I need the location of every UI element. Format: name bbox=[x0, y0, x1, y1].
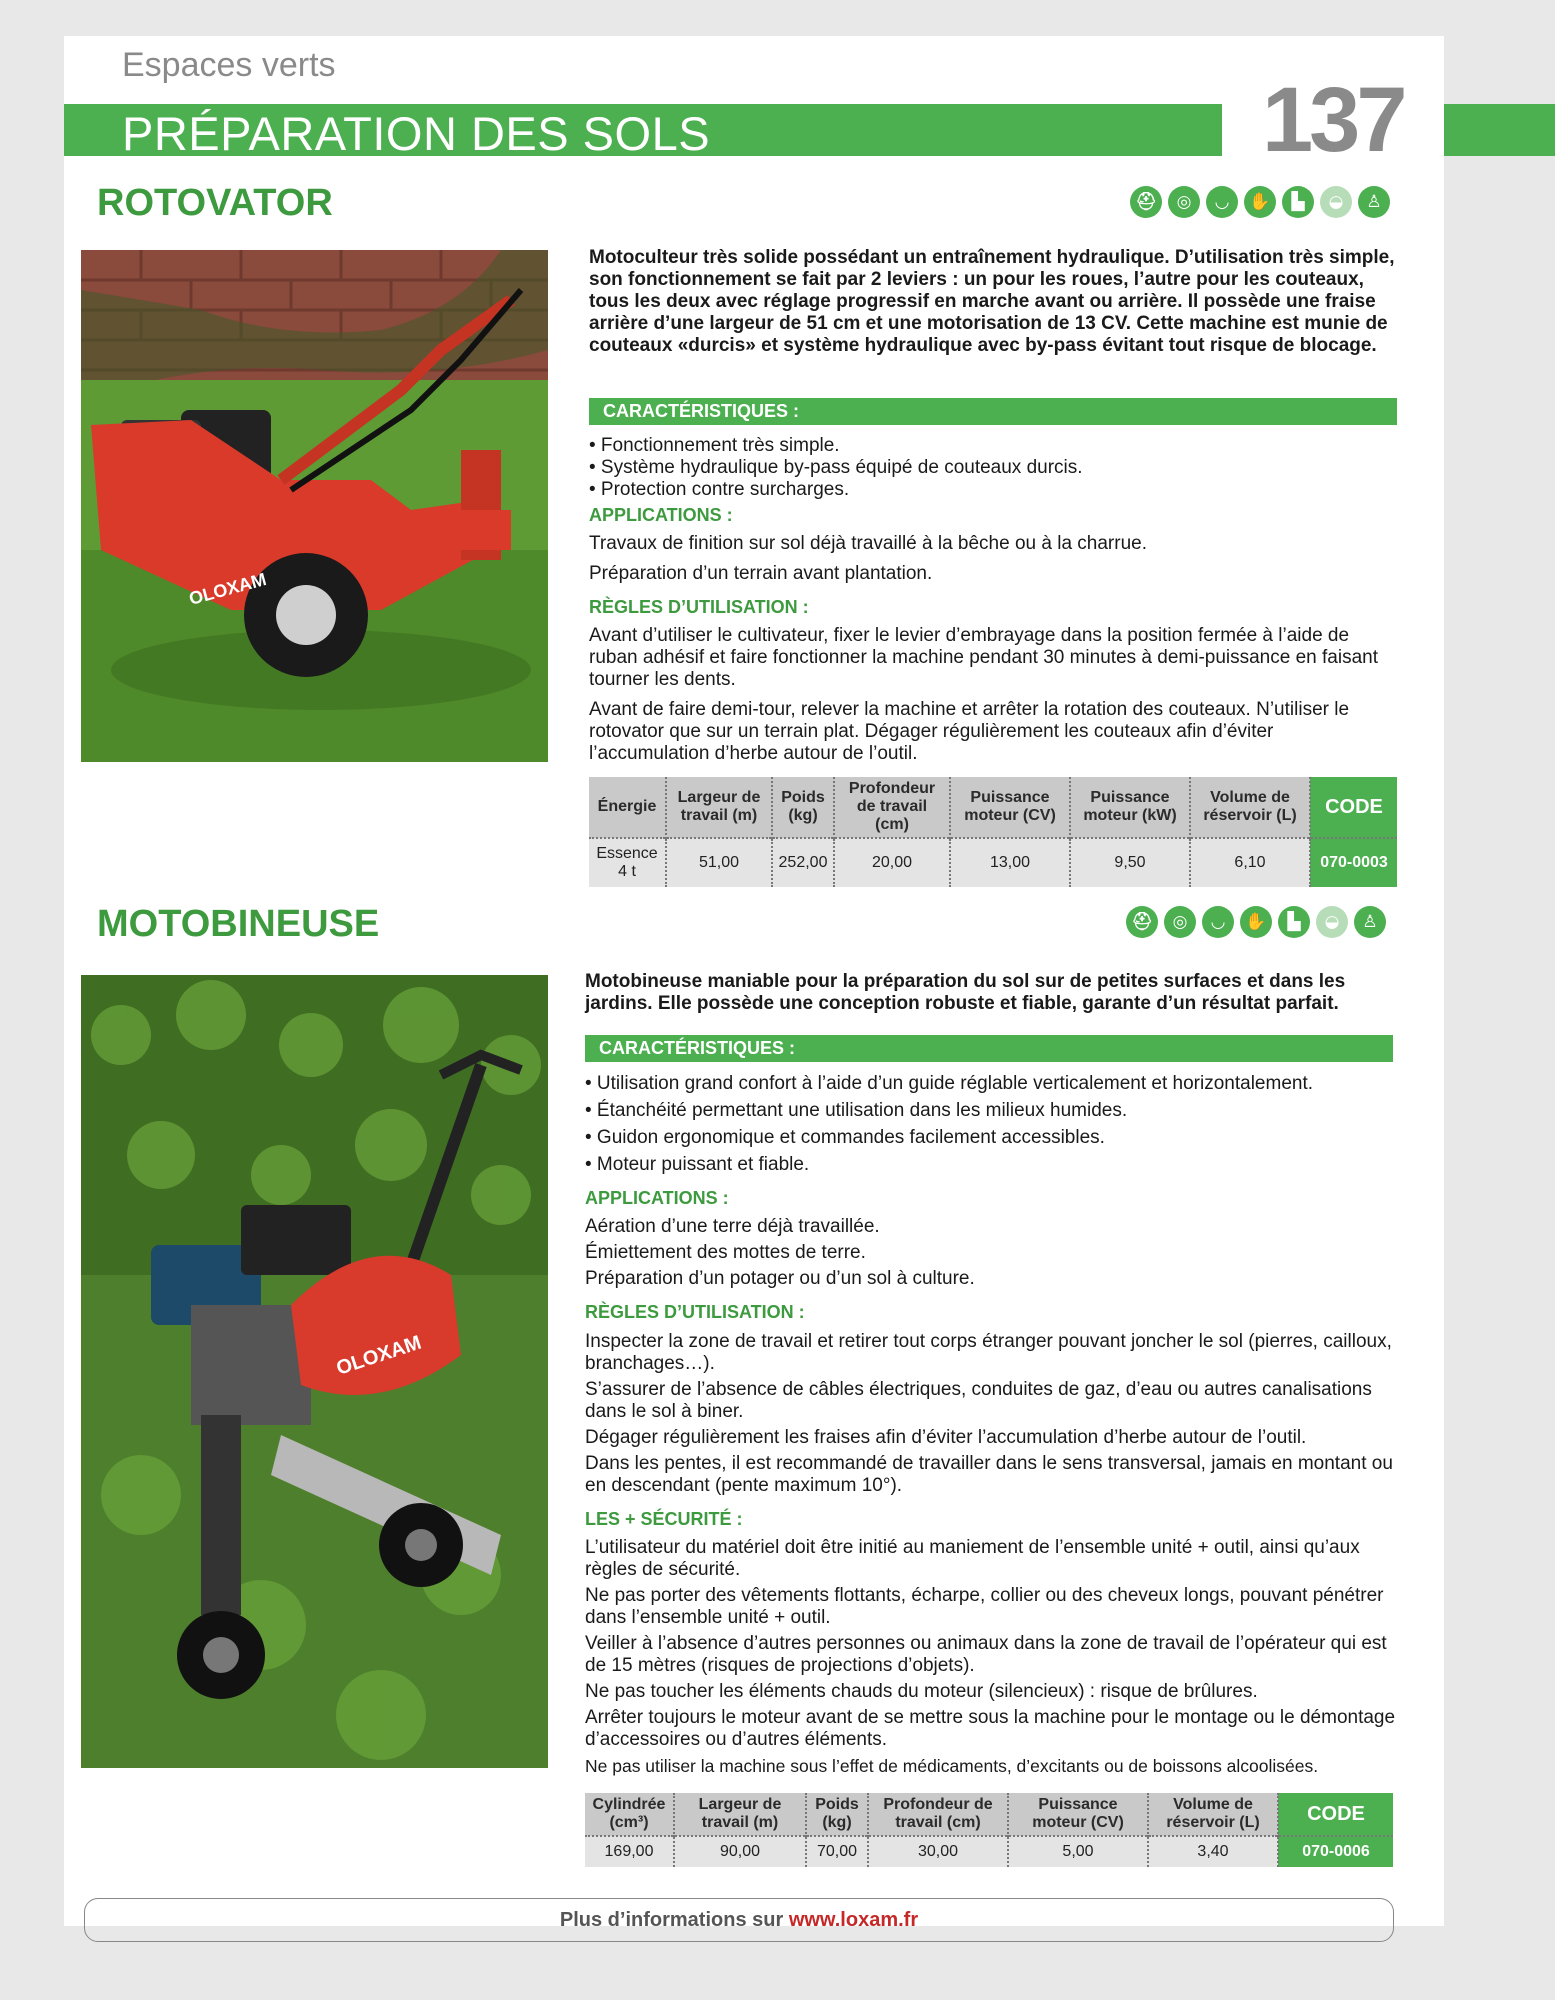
table-row bbox=[585, 1836, 1393, 1867]
cell-volume: 6,10 bbox=[1190, 838, 1310, 887]
motobineuse-spec-table bbox=[585, 1793, 1393, 1867]
cell-largeur: 51,00 bbox=[666, 838, 772, 887]
list-item: • Moteur puissant et fiable. bbox=[585, 1154, 810, 1175]
motobineuse-applications-list bbox=[585, 1216, 1397, 1290]
footer-text: Plus d’informations sur bbox=[559, 1909, 789, 1931]
list-item: L’utilisateur du matériel doit être initié au maniement de l’ensemble unité + outil, ainsi qu’aux règles de sécurité. bbox=[585, 1537, 1360, 1580]
col-header: Largeur de travail (m) bbox=[666, 777, 772, 838]
rotovator-caracteristiques-list bbox=[589, 435, 1397, 501]
table-header-row bbox=[585, 1793, 1393, 1836]
rotovator-applications-list bbox=[589, 533, 1397, 585]
section-label: Espaces verts bbox=[122, 46, 336, 84]
ear-protection-icon: ◎ bbox=[1164, 906, 1196, 938]
motobineuse-regles-heading: RÈGLES D’UTILISATION : bbox=[585, 1302, 805, 1322]
helmet-icon: ⛑ bbox=[1126, 906, 1158, 938]
gloves-icon: ✋ bbox=[1244, 186, 1276, 218]
footer-link[interactable]: www.loxam.fr bbox=[788, 1909, 919, 1931]
list-item: Avant d’utiliser le cultivateur, fixer le levier d’embrayage dans la position fermée à l’aide de ruban adhésif et faire fonctionner la machine pendant 30 minutes à demi-puissance en faisant tourner les dents. bbox=[589, 625, 1378, 690]
mask-icon: ◒ bbox=[1316, 906, 1348, 938]
col-header: Profondeur de travail (cm) bbox=[834, 777, 950, 838]
motobineuse-securite-list bbox=[585, 1537, 1397, 1777]
safety-icons-rotovator bbox=[1130, 186, 1390, 218]
col-header: Volume de réservoir (L) bbox=[1148, 1793, 1278, 1836]
list-item: Ne pas utiliser la machine sous l’effet de médicaments, d’excitants ou de boissons alcoolisées. bbox=[585, 1756, 1319, 1776]
list-item: • Guidon ergonomique et commandes facilement accessibles. bbox=[585, 1127, 1105, 1148]
motobineuse-description: Motobineuse maniable pour la préparation du sol sur de petites surfaces et dans les jardins. Elle possède une conception robuste et fiable, garante d’un résultat parfait. bbox=[585, 971, 1346, 1014]
list-item: Avant de faire demi-tour, relever la machine et arrêter la rotation des couteaux. N’utiliser le rotovator que sur un terrain plat. Dégager régulièrement les couteaux afin d’éviter l’accumulation d’herbe autour de l’outil. bbox=[589, 699, 1350, 764]
list-item: Veiller à l’absence d’autres personnes ou animaux dans la zone de travail de l’opérateur qui est de 15 mètres (risques de projections d’objets). bbox=[585, 1633, 1387, 1676]
overalls-icon: ♙ bbox=[1354, 906, 1386, 938]
list-item: • Utilisation grand confort à l’aide d’un guide réglable verticalement et horizontalement. bbox=[585, 1073, 1314, 1094]
rotovator-regles-heading: RÈGLES D’UTILISATION : bbox=[589, 597, 809, 617]
safety-icons-motobineuse bbox=[1126, 906, 1386, 938]
list-item: Inspecter la zone de travail et retirer tout corps étranger pouvant joncher le sol (pierres, cailloux, branchages…). bbox=[585, 1331, 1392, 1374]
list-item: Préparation d’un potager ou d’un sol à culture. bbox=[585, 1268, 975, 1289]
cell-puissance-cv: 5,00 bbox=[1008, 1836, 1148, 1867]
motobineuse-securite-heading: LES + SÉCURITÉ : bbox=[585, 1509, 743, 1529]
cell-poids: 70,00 bbox=[806, 1836, 868, 1867]
cell-code: 070-0006 bbox=[1278, 1836, 1393, 1867]
motobineuse-applications-heading: APPLICATIONS : bbox=[585, 1188, 729, 1208]
list-item: Dégager régulièrement les fraises afin d’éviter l’accumulation d’herbe autour de l’outil. bbox=[585, 1427, 1307, 1448]
cell-profondeur: 30,00 bbox=[868, 1836, 1008, 1867]
motobineuse-caracteristiques-heading: CARACTÉRISTIQUES : bbox=[585, 1035, 1393, 1062]
motobineuse-regles-list bbox=[585, 1331, 1397, 1497]
list-item: Aération d’une terre déjà travaillée. bbox=[585, 1216, 880, 1237]
svg-text:OLOXAM: OLOXAM bbox=[186, 569, 269, 609]
rotovator-description: Motoculteur très solide possédant un entraînement hydraulique. D’utilisation très simple, son fonctionnement se fait par 2 leviers : un pour les roues, l’autre pour les couteaux, tous les deux avec réglage progressif en marche avant ou arrière. Il possède une fraise arrière d’une largeur de 51 cm et une motorisation de 13 CV. Cette machine est munie de couteaux «durcis» et système hydraulique avec by-pass évitant tout risque de blocage. bbox=[589, 247, 1395, 356]
rotovator-caracteristiques-heading: CARACTÉRISTIQUES : bbox=[589, 398, 1397, 425]
product-title-motobineuse: MOTOBINEUSE bbox=[97, 903, 380, 945]
col-header: Énergie bbox=[589, 777, 666, 838]
col-header: Puissance moteur (kW) bbox=[1070, 777, 1190, 838]
list-item: • Système hydraulique by-pass équipé de couteaux durcis. bbox=[589, 457, 1083, 478]
page-number: 137 bbox=[1262, 69, 1404, 171]
col-header: Poids (kg) bbox=[806, 1793, 868, 1836]
col-header: Puissance moteur (CV) bbox=[950, 777, 1070, 838]
cell-volume: 3,40 bbox=[1148, 1836, 1278, 1867]
cell-poids: 252,00 bbox=[772, 838, 834, 887]
table-row bbox=[589, 838, 1397, 887]
list-item: Travaux de finition sur sol déjà travaillé à la bêche ou à la charrue. bbox=[589, 533, 1147, 554]
footer-info bbox=[84, 1898, 1394, 1942]
code-header: CODE bbox=[1310, 777, 1397, 838]
title-bar-extension bbox=[1444, 104, 1555, 156]
cell-largeur: 90,00 bbox=[674, 1836, 806, 1867]
cell-cylindree: 169,00 bbox=[585, 1836, 674, 1867]
motobineuse-photo bbox=[81, 975, 548, 1768]
col-header: Largeur de travail (m) bbox=[674, 1793, 806, 1836]
list-item: • Protection contre surcharges. bbox=[589, 479, 850, 500]
code-header: CODE bbox=[1278, 1793, 1393, 1836]
helmet-icon: ⛑ bbox=[1130, 186, 1162, 218]
list-item: • Fonctionnement très simple. bbox=[589, 435, 840, 456]
list-item: Dans les pentes, il est recommandé de travailler dans le sens transversal, jamais en montant ou en descendant (pente maximum 10°). bbox=[585, 1453, 1393, 1496]
col-header: Cylindrée (cm³) bbox=[585, 1793, 674, 1836]
rotovator-photo bbox=[81, 250, 548, 762]
goggles-icon: ◡ bbox=[1206, 186, 1238, 218]
cell-puissance-cv: 13,00 bbox=[950, 838, 1070, 887]
rotovator-spec-table bbox=[589, 777, 1397, 887]
overalls-icon: ♙ bbox=[1358, 186, 1390, 218]
list-item: Émiettement des mottes de terre. bbox=[585, 1242, 866, 1263]
rotovator-applications-heading: APPLICATIONS : bbox=[589, 505, 733, 525]
list-item: Préparation d’un terrain avant plantation. bbox=[589, 563, 933, 584]
gloves-icon: ✋ bbox=[1240, 906, 1272, 938]
list-item: • Étanchéité permettant une utilisation dans les milieux humides. bbox=[585, 1100, 1128, 1121]
rotovator-regles-list bbox=[589, 625, 1397, 765]
list-item: Ne pas porter des vêtements flottants, écharpe, collier ou des cheveux longs, pouvant pénétrer dans l’ensemble unité + outil. bbox=[585, 1585, 1384, 1628]
list-item: Arrêter toujours le moteur avant de se mettre sous la machine pour le montage ou le démontage d’accessoires ou d’autres éléments. bbox=[585, 1707, 1396, 1750]
goggles-icon: ◡ bbox=[1202, 906, 1234, 938]
boots-icon: ▙ bbox=[1278, 906, 1310, 938]
mask-icon: ◒ bbox=[1320, 186, 1352, 218]
cell-code: 070-0003 bbox=[1310, 838, 1397, 887]
col-header: Volume de réservoir (L) bbox=[1190, 777, 1310, 838]
col-header: Puissance moteur (CV) bbox=[1008, 1793, 1148, 1836]
svg-text:OLOXAM: OLOXAM bbox=[333, 1331, 425, 1380]
table-header-row bbox=[589, 777, 1397, 838]
col-header: Poids (kg) bbox=[772, 777, 834, 838]
list-item: Ne pas toucher les éléments chauds du moteur (silencieux) : risque de brûlures. bbox=[585, 1681, 1258, 1702]
list-item: S’assurer de l’absence de câbles électriques, conduites de gaz, d’eau ou autres canalisations dans le sol à biner. bbox=[585, 1379, 1372, 1422]
page-title: PRÉPARATION DES SOLS bbox=[122, 107, 711, 160]
cell-energie: Essence 4 t bbox=[589, 838, 666, 887]
col-header: Profondeur de travail (cm) bbox=[868, 1793, 1008, 1836]
title-bar bbox=[64, 104, 1222, 160]
ear-protection-icon: ◎ bbox=[1168, 186, 1200, 218]
cell-profondeur: 20,00 bbox=[834, 838, 950, 887]
cell-puissance-kw: 9,50 bbox=[1070, 838, 1190, 887]
motobineuse-caracteristiques-list bbox=[585, 1073, 1397, 1176]
boots-icon: ▙ bbox=[1282, 186, 1314, 218]
product-title-rotovator: ROTOVATOR bbox=[97, 182, 333, 224]
